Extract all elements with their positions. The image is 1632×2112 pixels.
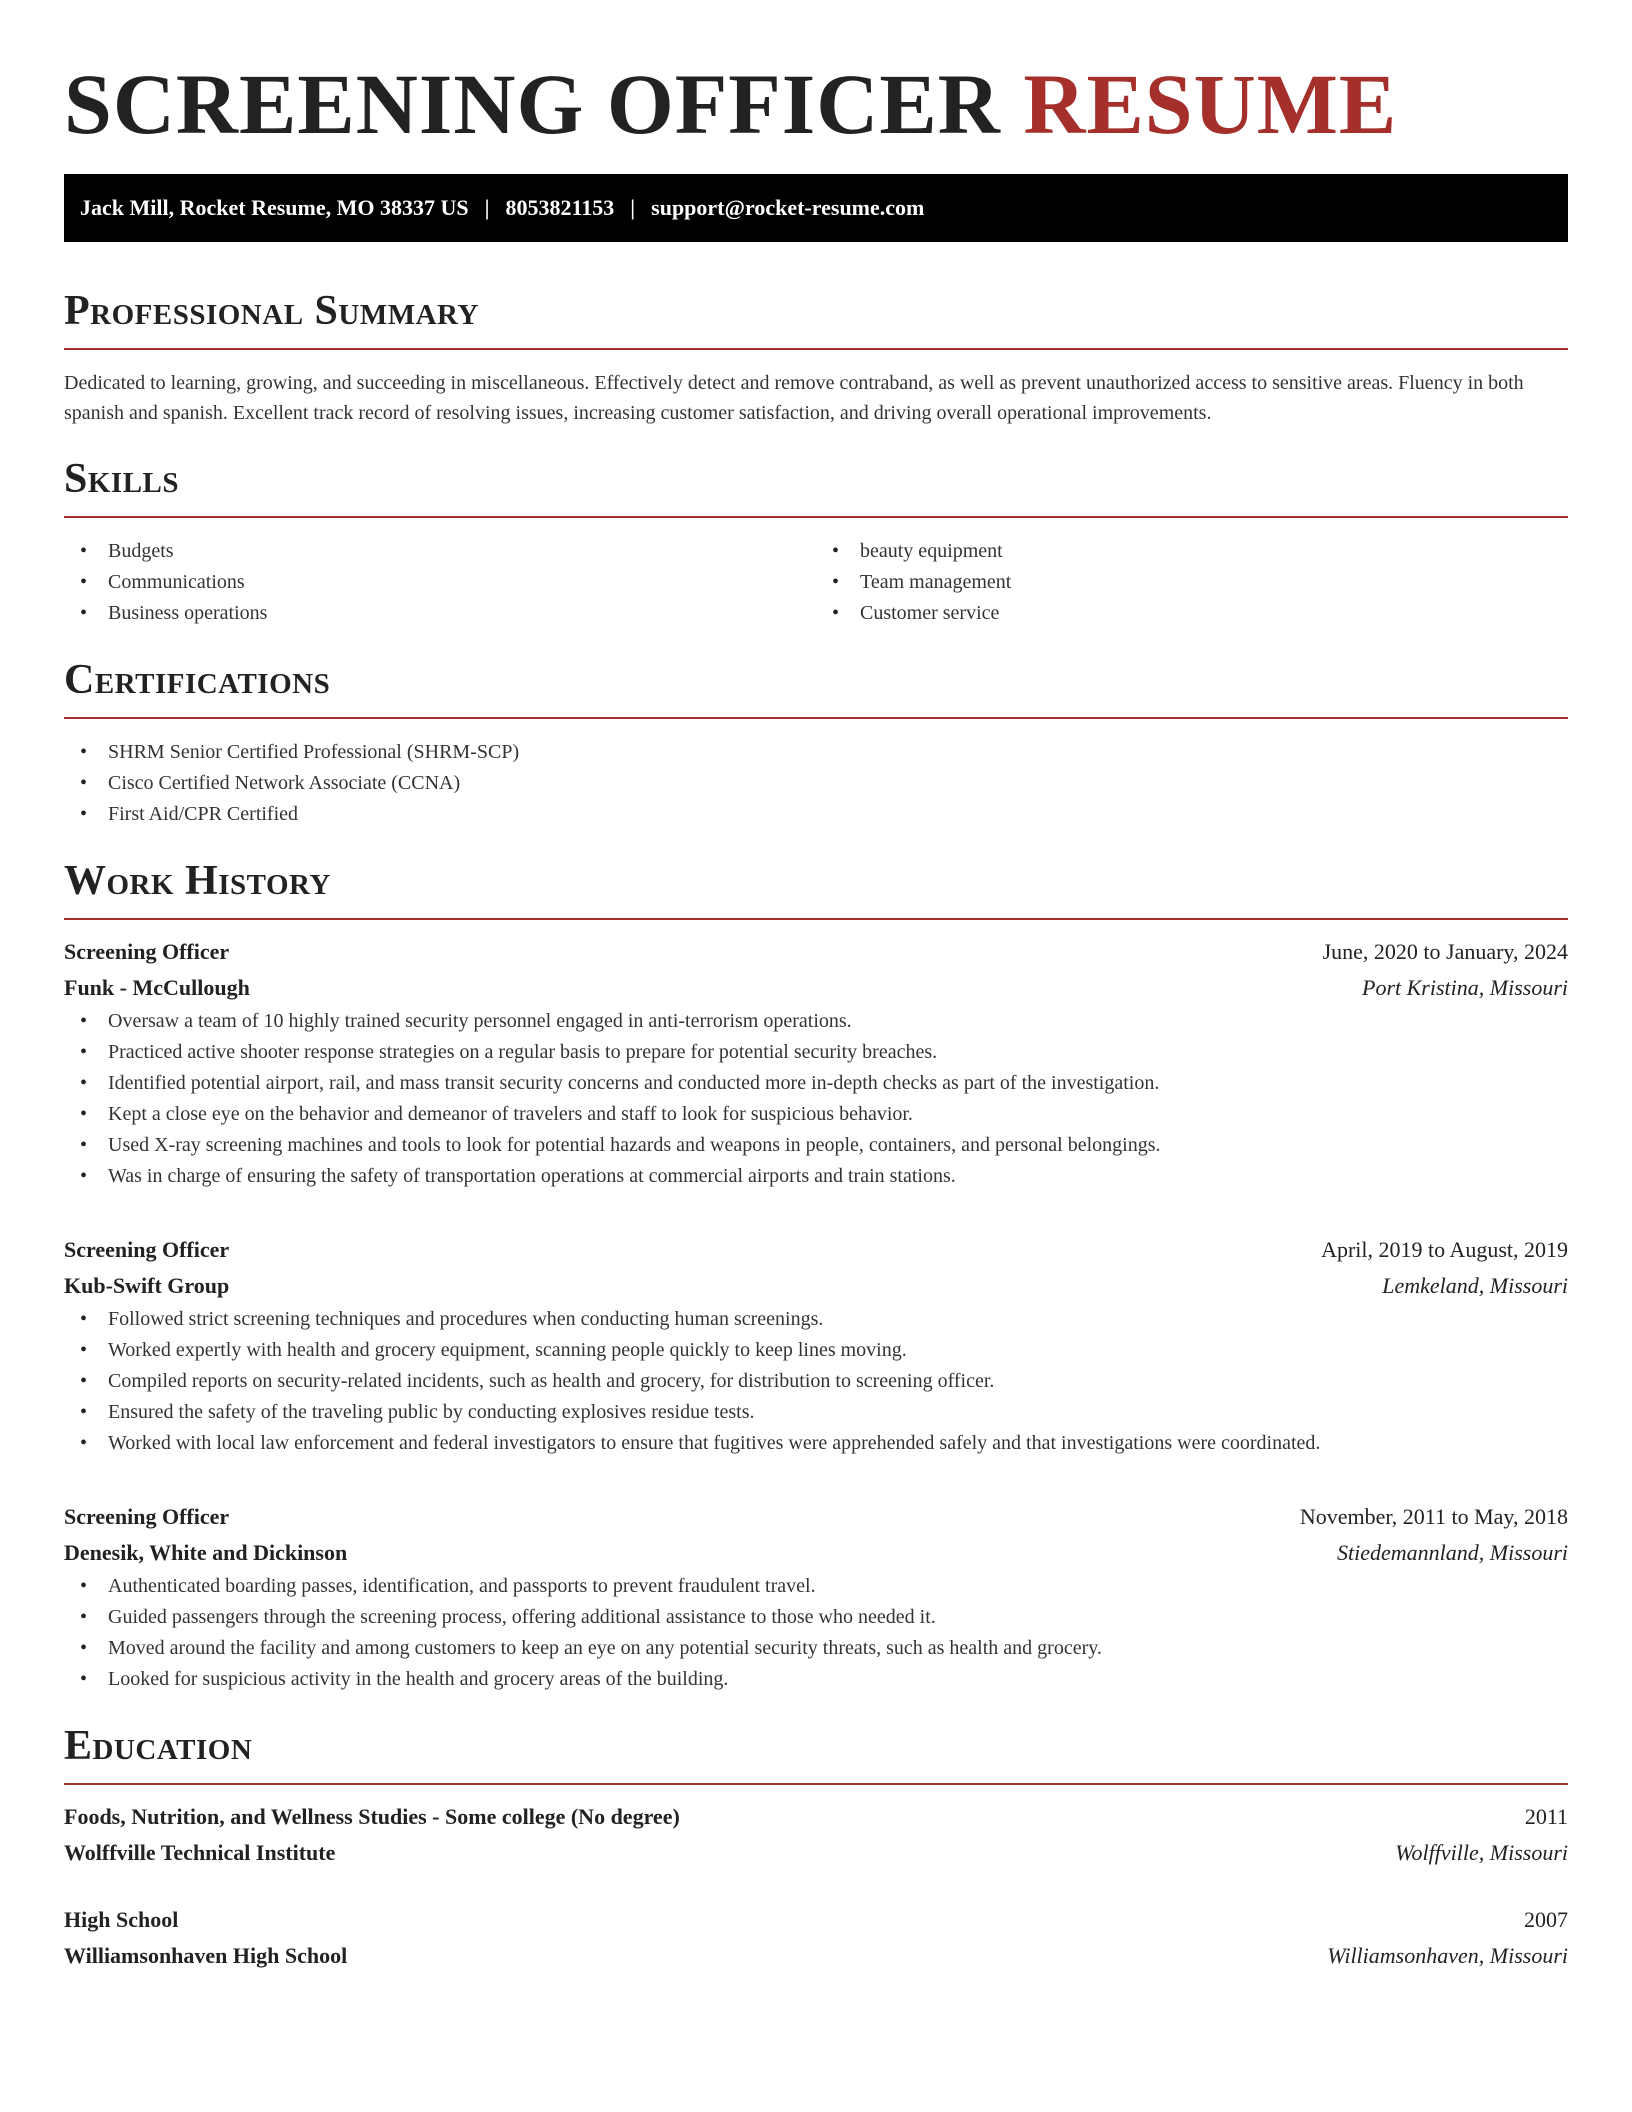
skill-item: • Budgets xyxy=(64,536,816,567)
education-header xyxy=(64,1799,1568,1835)
education-heading: Education xyxy=(64,1721,1568,1785)
summary-section xyxy=(64,286,1568,428)
job-location: Lemkeland, Missouri xyxy=(1382,1273,1568,1298)
job-subheader xyxy=(64,1268,1568,1304)
job-company: Kub-Swift Group xyxy=(64,1273,230,1298)
contact-separator: | xyxy=(484,195,490,220)
certifications-section xyxy=(64,655,1568,830)
job-duty: • Authenticated boarding passes, identification, and passports to prevent fraudulent travel. xyxy=(64,1571,1568,1602)
job-entry xyxy=(64,934,1568,1192)
contact-phone: 8053821153 xyxy=(505,195,615,220)
skill-item: • Team management xyxy=(816,567,1568,598)
education-header xyxy=(64,1902,1568,1938)
skills-section xyxy=(64,454,1568,629)
certifications-heading: Certifications xyxy=(64,655,1568,719)
job-header xyxy=(64,934,1568,970)
education-entry xyxy=(64,1799,1568,1871)
job-header xyxy=(64,1232,1568,1268)
work-history-section xyxy=(64,856,1568,1695)
job-duty: • Looked for suspicious activity in the health and grocery areas of the building. xyxy=(64,1664,1568,1695)
job-subheader xyxy=(64,1535,1568,1571)
job-dates: April, 2019 to August, 2019 xyxy=(1321,1237,1568,1262)
certification-item: • Cisco Certified Network Associate (CCNA) xyxy=(64,768,1568,799)
job-duty: • Guided passengers through the screening process, offering additional assistance to those who needed it. xyxy=(64,1602,1568,1633)
skill-item: • Communications xyxy=(64,567,816,598)
contact-separator: | xyxy=(630,195,636,220)
job-subheader xyxy=(64,970,1568,1006)
job-duty: • Moved around the facility and among customers to keep an eye on any potential security threats, such as health and grocery. xyxy=(64,1633,1568,1664)
job-title: Screening Officer xyxy=(64,939,230,964)
contact-bar xyxy=(64,174,1568,242)
job-duty: • Kept a close eye on the behavior and demeanor of travelers and staff to look for suspicious behavior. xyxy=(64,1099,1568,1130)
education-location: Wolffville, Missouri xyxy=(1395,1840,1568,1865)
education-degree: Foods, Nutrition, and Wellness Studies - Some college (No degree) xyxy=(64,1804,680,1829)
summary-text: Dedicated to learning, growing, and succeeding in miscellaneous. Effectively detect and remove contraband, as well as prevent unauthorized access to sensitive areas. Fluency in both spanish and spanish. Excellent track record of resolving issues, increasing customer satisfaction, and driving overall operational improvements. xyxy=(64,372,1524,424)
job-duty: • Identified potential airport, rail, and mass transit security concerns and conducted more in-depth checks as part of the investigation. xyxy=(64,1068,1568,1099)
job-duties xyxy=(64,1571,1568,1695)
education-location: Williamsonhaven, Missouri xyxy=(1327,1943,1568,1968)
title-main: SCREENING OFFICER xyxy=(64,56,1001,152)
education-subheader xyxy=(64,1835,1568,1871)
resume-title xyxy=(64,0,1568,150)
skill-item: • beauty equipment xyxy=(816,536,1568,567)
certification-item: • SHRM Senior Certified Professional (SHRM-SCP) xyxy=(64,737,1568,768)
job-duty: • Followed strict screening techniques and procedures when conducting human screenings. xyxy=(64,1304,1568,1335)
job-title: Screening Officer xyxy=(64,1504,230,1529)
job-entry xyxy=(64,1499,1568,1695)
skill-item: • Customer service xyxy=(816,598,1568,629)
job-dates: June, 2020 to January, 2024 xyxy=(1322,939,1568,964)
job-duty: • Ensured the safety of the traveling public by conducting explosives residue tests. xyxy=(64,1397,1568,1428)
contact-address: Jack Mill, Rocket Resume, MO 38337 US xyxy=(80,195,469,220)
summary-heading: Professional Summary xyxy=(64,286,1568,350)
job-entry xyxy=(64,1232,1568,1459)
education-degree: High School xyxy=(64,1907,179,1932)
certification-item: • First Aid/CPR Certified xyxy=(64,799,1568,830)
job-duty: • Worked expertly with health and grocery equipment, scanning people quickly to keep lines moving. xyxy=(64,1335,1568,1366)
job-duty: • Worked with local law enforcement and federal investigators to ensure that fugitives were apprehended safely and that investigations were coordinated. xyxy=(64,1428,1568,1459)
skills-list xyxy=(64,536,1568,629)
job-dates: November, 2011 to May, 2018 xyxy=(1299,1504,1568,1529)
job-duty: • Was in charge of ensuring the safety of transportation operations at commercial airports and train stations. xyxy=(64,1161,1568,1192)
title-accent: RESUME xyxy=(1023,56,1398,152)
job-duty: • Used X-ray screening machines and tools to look for potential hazards and weapons in people, containers, and personal belongings. xyxy=(64,1130,1568,1161)
job-company: Denesik, White and Dickinson xyxy=(64,1540,348,1565)
job-duties xyxy=(64,1304,1568,1459)
contact-email: support@rocket-resume.com xyxy=(651,195,925,220)
job-duties xyxy=(64,1006,1568,1192)
skills-heading: Skills xyxy=(64,454,1568,518)
job-location: Port Kristina, Missouri xyxy=(1362,975,1568,1000)
education-subheader xyxy=(64,1938,1568,1974)
job-location: Stiedemannland, Missouri xyxy=(1337,1540,1568,1565)
certifications-list xyxy=(64,737,1568,830)
education-year: 2007 xyxy=(1524,1907,1568,1932)
skill-item: • Business operations xyxy=(64,598,816,629)
job-duty: • Practiced active shooter response strategies on a regular basis to prepare for potential security breaches. xyxy=(64,1037,1568,1068)
skills-column-right xyxy=(816,536,1568,629)
education-year: 2011 xyxy=(1524,1804,1568,1829)
education-section xyxy=(64,1721,1568,1974)
education-school: Williamsonhaven High School xyxy=(64,1943,348,1968)
education-school: Wolffville Technical Institute xyxy=(64,1840,336,1865)
job-company: Funk - McCullough xyxy=(64,975,250,1000)
skills-column-left xyxy=(64,536,816,629)
job-duty: • Compiled reports on security-related incidents, such as health and grocery, for distribution to screening officer. xyxy=(64,1366,1568,1397)
job-duty: • Oversaw a team of 10 highly trained security personnel engaged in anti-terrorism operations. xyxy=(64,1006,1568,1037)
job-header xyxy=(64,1499,1568,1535)
education-entry xyxy=(64,1902,1568,1974)
work-history-heading: Work History xyxy=(64,856,1568,920)
job-title: Screening Officer xyxy=(64,1237,230,1262)
